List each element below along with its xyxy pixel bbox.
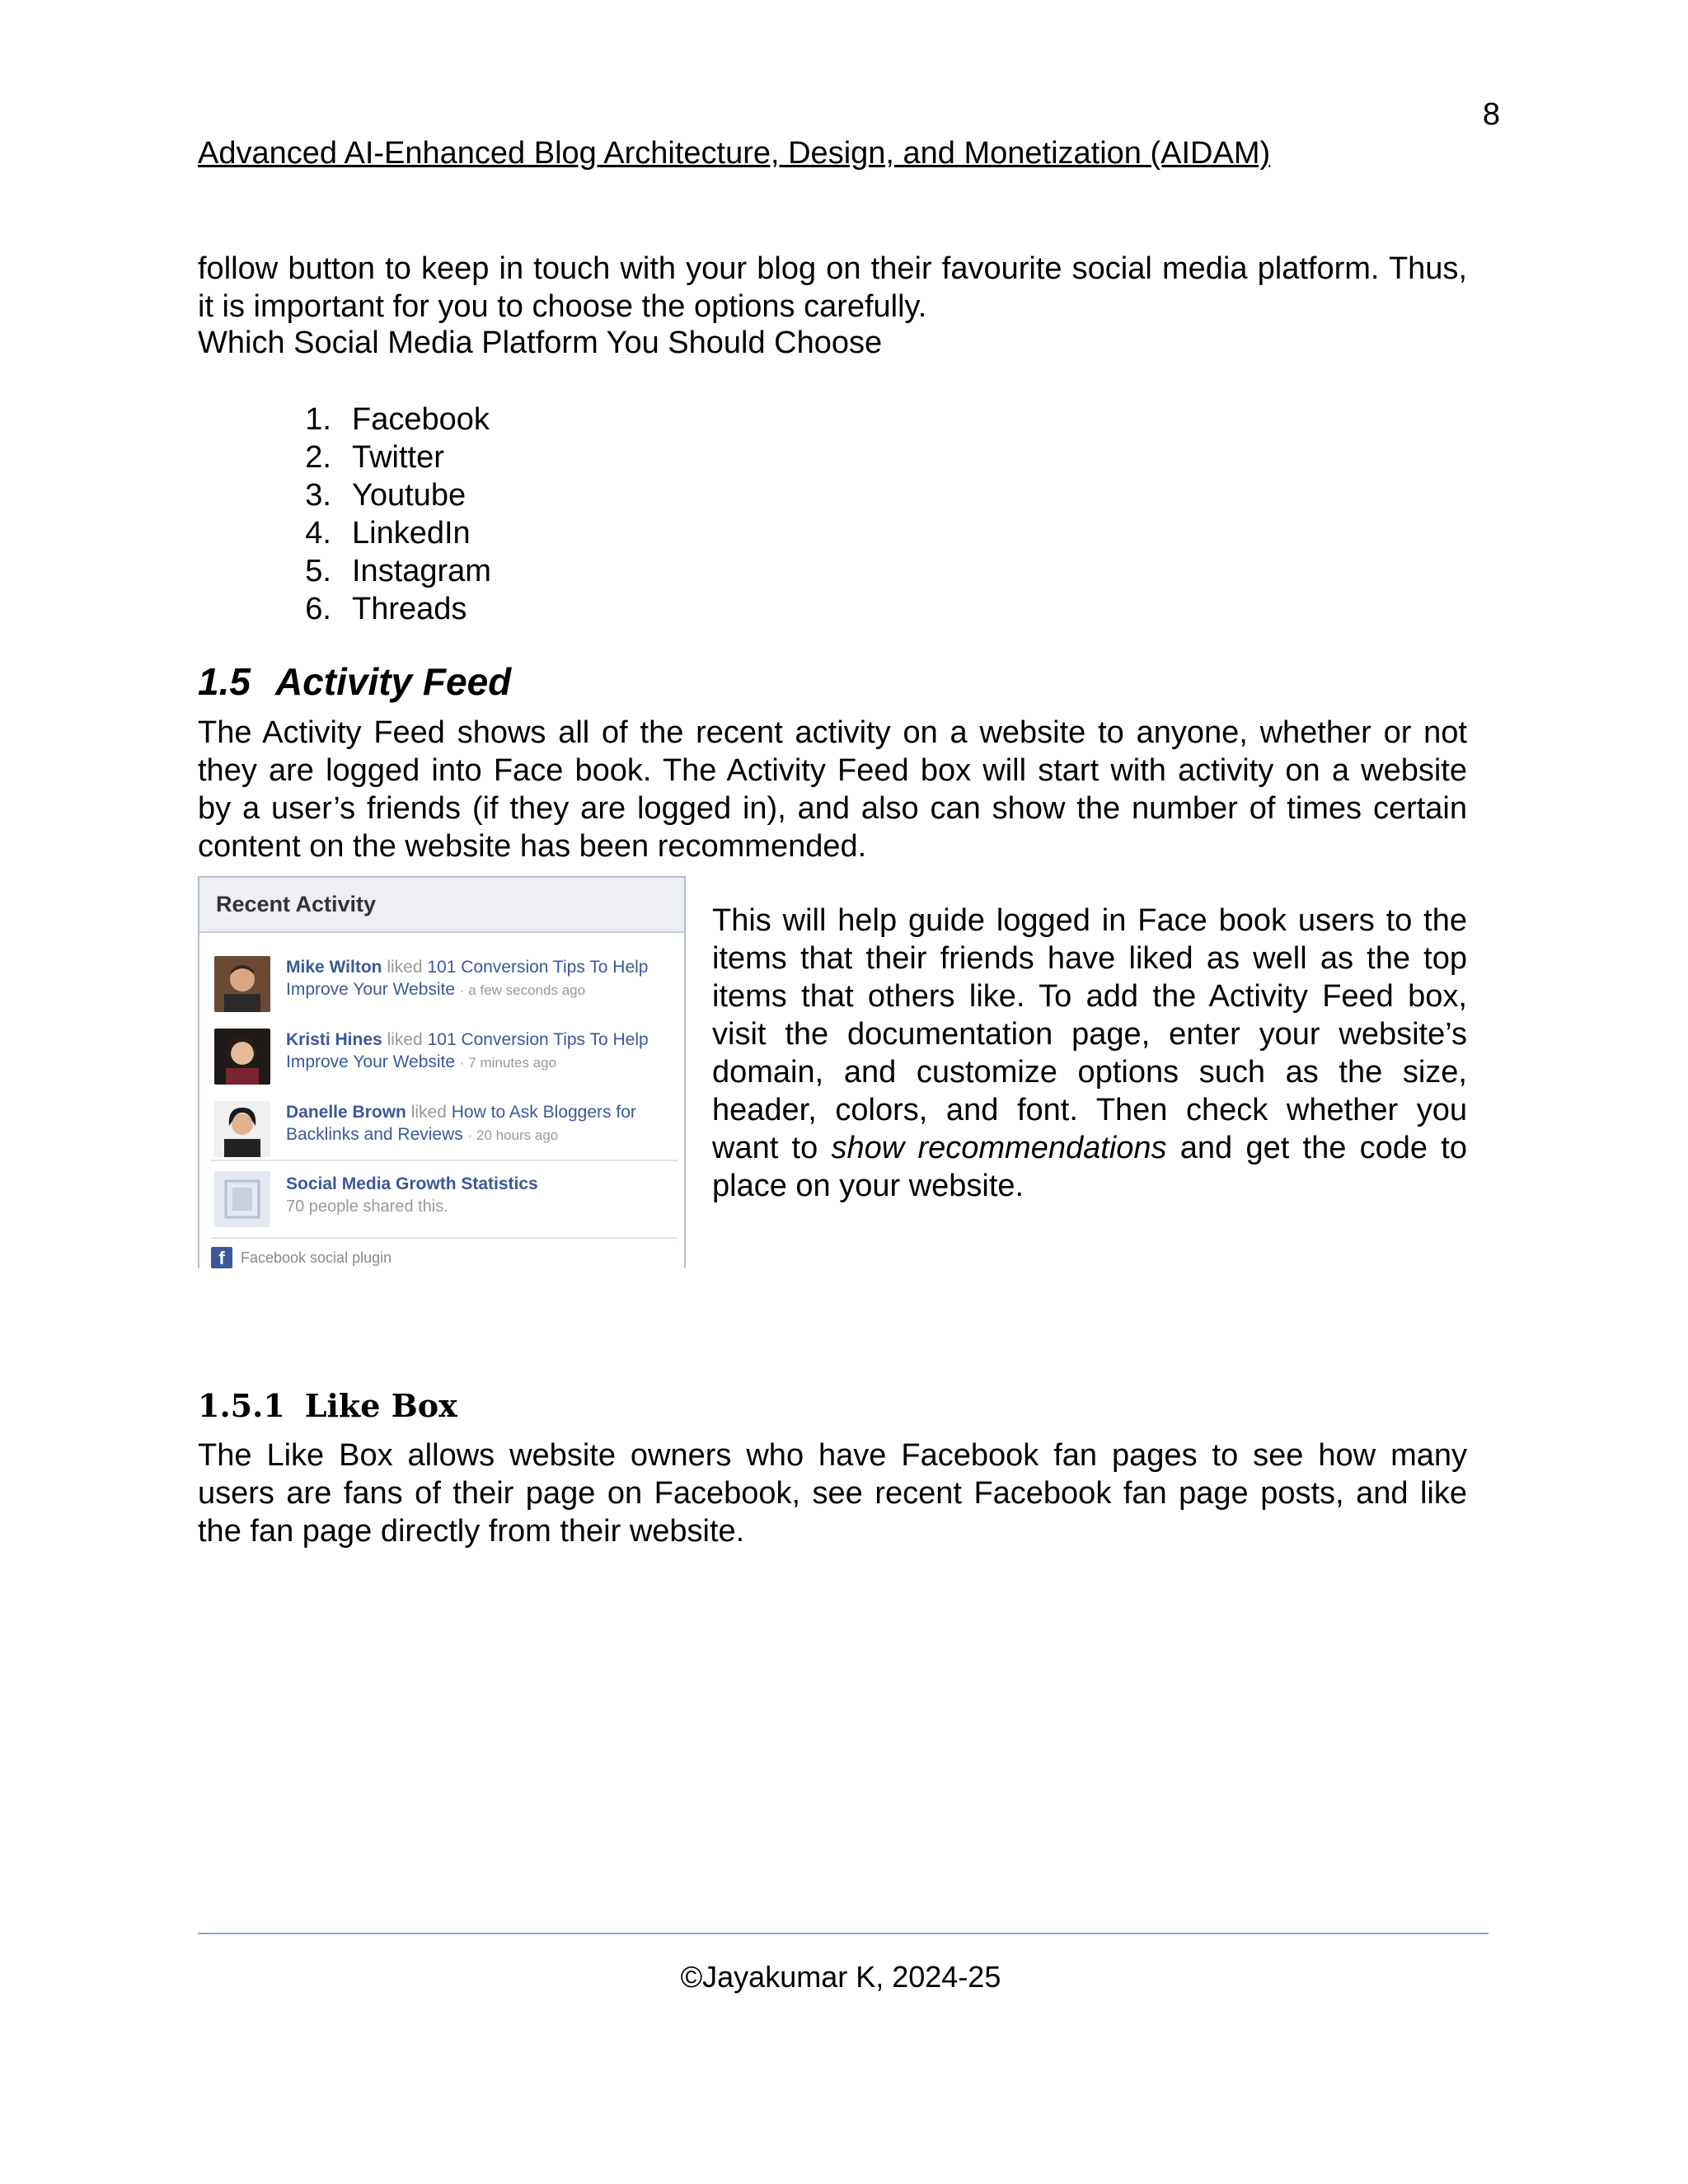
subsection-title: Like Box <box>304 1387 457 1424</box>
list-number: 2. <box>305 440 331 475</box>
activity-object[interactable]: Backlinks and Reviews <box>286 1125 463 1144</box>
activity-object[interactable]: Improve Your Website <box>286 980 456 999</box>
section-number: 1.5 <box>198 660 251 703</box>
activity-object[interactable]: Improve Your Website <box>286 1052 456 1071</box>
paragraph-line: place on your website. <box>712 1169 1025 1203</box>
list-number: 1. <box>305 402 331 437</box>
shared-text <box>286 1173 673 1218</box>
widget-header: Recent Activity <box>199 878 684 933</box>
separator <box>211 1160 678 1161</box>
paragraph-line: users are fans of their page on Facebook, see recent Facebook fan page posts, and like <box>198 1476 1467 1511</box>
activity-object[interactable]: 101 Conversion Tips To Help <box>427 1030 649 1049</box>
list-number: 6. <box>305 592 331 626</box>
list-item <box>198 476 491 514</box>
activity-verb: liked <box>387 1030 423 1049</box>
activity-item <box>199 1086 684 1159</box>
text-run: and get the code to <box>1166 1131 1467 1165</box>
activity-time: · 7 minutes ago <box>459 1055 557 1071</box>
paragraph-line: The Like Box allows website owners who have Facebook fan pages to see how many <box>198 1438 1467 1473</box>
recent-activity-widget <box>198 876 686 1268</box>
paragraph-line <box>712 1129 1467 1167</box>
user-name[interactable]: Mike Wilton <box>286 958 382 977</box>
separator <box>211 1237 678 1239</box>
footer-label: Facebook social plugin <box>241 1249 392 1266</box>
platform-name: LinkedIn <box>352 516 471 551</box>
avatar <box>214 956 270 1012</box>
paragraph-line: domain, and customize options such as the size, <box>712 1055 1467 1090</box>
shared-item <box>199 1163 684 1235</box>
activity-object[interactable]: How to Ask Bloggers for <box>451 1103 636 1122</box>
activity-text <box>286 1029 673 1074</box>
list-number: 3. <box>305 478 331 513</box>
list-number: 5. <box>305 554 331 588</box>
list-item <box>198 438 491 476</box>
footer-copyright: ©Jayakumar K, 2024-25 <box>680 1960 1001 1994</box>
list-number: 4. <box>305 516 331 551</box>
emphasis-text: show recommendations <box>831 1131 1167 1165</box>
facebook-icon: f <box>211 1247 232 1268</box>
intro-line: it is important for you to choose the options carefully. <box>198 289 927 324</box>
platform-name: Youtube <box>352 478 467 513</box>
paragraph-line: This will help guide logged in Face book users to the <box>712 903 1467 938</box>
paragraph-line: content on the website has been recommended. <box>198 829 867 864</box>
activity-item <box>199 1014 684 1086</box>
platform-list <box>198 401 491 628</box>
activity-verb: liked <box>387 958 423 977</box>
intro-paragraph <box>198 250 1467 326</box>
platform-name: Facebook <box>352 402 490 437</box>
intro-line: follow button to keep in touch with your blog on their favourite social media platform. Thus, <box>198 251 1467 286</box>
platform-name: Twitter <box>352 440 444 475</box>
paragraph-line: by a user’s friends (if they are logged in), and also can show the number of times certain <box>198 791 1467 826</box>
list-item <box>198 401 491 438</box>
text-run: want to <box>712 1131 832 1165</box>
activity-feed-paragraph <box>198 714 1467 865</box>
like-box-paragraph <box>198 1436 1467 1550</box>
subsection-heading <box>198 1387 457 1424</box>
paragraph-line: visit the documentation page, enter your website’s <box>712 1017 1467 1052</box>
list-item <box>198 514 491 552</box>
activity-text <box>286 1101 673 1146</box>
paragraph-line: header, colors, and font. Then check whether you <box>712 1093 1467 1127</box>
widget-footer <box>211 1247 392 1268</box>
section-heading <box>198 659 511 704</box>
page-number: 8 <box>1482 97 1500 132</box>
shared-title[interactable]: Social Media Growth Statistics <box>286 1174 538 1193</box>
activity-verb: liked <box>410 1103 447 1122</box>
paragraph-line: The Activity Feed shows all of the recent activity on a website to anyone, whether or not <box>198 715 1467 750</box>
section-title: Activity Feed <box>274 660 512 703</box>
shared-count: 70 people shared this. <box>286 1197 448 1216</box>
activity-side-paragraph <box>712 902 1467 1205</box>
list-item <box>198 552 491 590</box>
platform-question: Which Social Media Platform You Should Choose <box>198 326 883 360</box>
activity-time: · a few seconds ago <box>459 982 586 998</box>
platform-name: Instagram <box>352 554 491 588</box>
platform-name: Threads <box>352 592 467 626</box>
subsection-number: 1.5.1 <box>198 1387 285 1424</box>
avatar <box>214 1029 270 1085</box>
paragraph-line: items that others like. To add the Activity Feed box, <box>712 979 1467 1014</box>
user-name[interactable]: Kristi Hines <box>286 1030 382 1049</box>
paragraph-line: items that their friends have liked as well as the top <box>712 941 1467 976</box>
shared-link-icon <box>214 1171 270 1227</box>
running-header: Advanced AI-Enhanced Blog Architecture, Design, and Monetization (AIDAM) <box>198 136 1271 171</box>
avatar <box>214 1101 270 1157</box>
activity-text <box>286 956 673 1001</box>
activity-item <box>199 941 684 1014</box>
paragraph-line: they are logged into Face book. The Activity Feed box will start with activity on a website <box>198 753 1467 788</box>
activity-time: · 20 hours ago <box>467 1127 559 1143</box>
activity-object[interactable]: 101 Conversion Tips To Help <box>427 958 649 977</box>
list-item <box>198 590 491 628</box>
user-name[interactable]: Danelle Brown <box>286 1103 406 1122</box>
paragraph-line: the fan page directly from their website. <box>198 1514 745 1549</box>
footer-divider <box>198 1933 1489 1934</box>
